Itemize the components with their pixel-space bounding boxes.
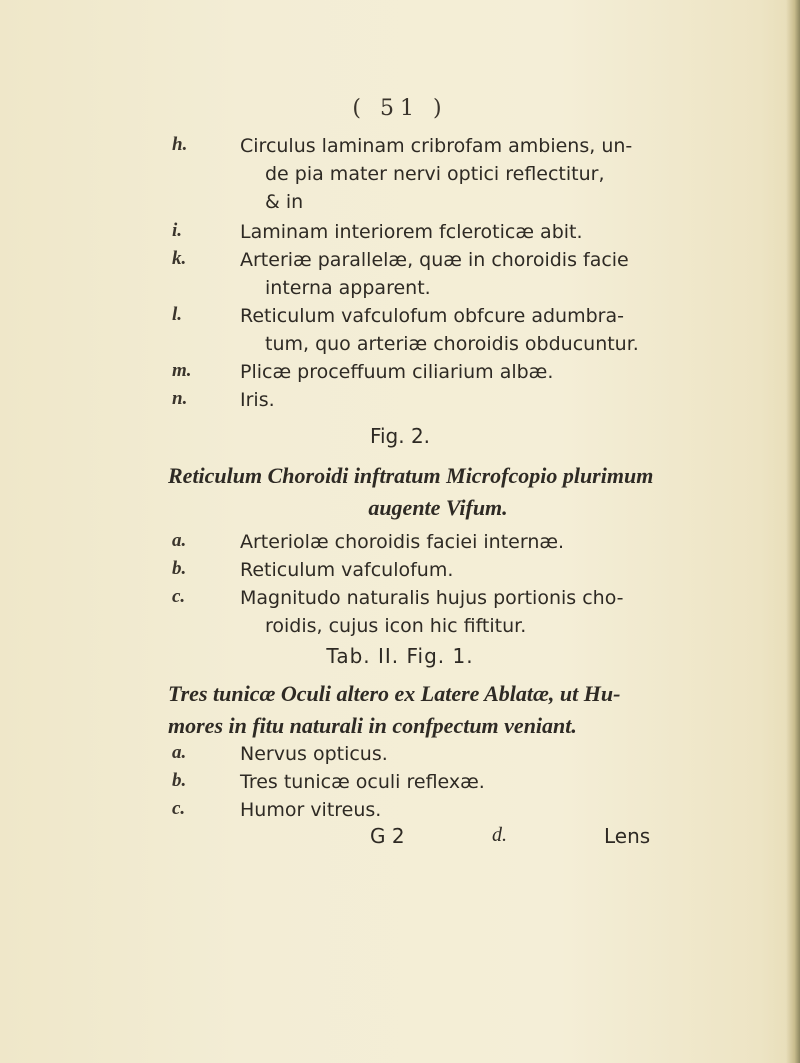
entry-text: Tres tunicæ oculi reflexæ.: [240, 771, 485, 793]
tab2-heading: Tab. II. Fig. 1.: [326, 644, 474, 668]
entry-text: Reticulum vafculofum.: [240, 559, 454, 581]
entry-label: l.: [172, 304, 183, 325]
signature-mark: G 2: [370, 824, 405, 848]
entry-label: a.: [172, 530, 187, 551]
tab2-caption: Tres tunicæ Oculi altero ex Latere Ablatæ, ut Hu- mores in fitu naturali in confpectum veniant.: [168, 681, 621, 738]
entry-text: Circulus laminam cribrofam ambiens, un- de pia mater nervi optici reflectitur, & in: [240, 135, 633, 213]
entry-label: b.: [172, 558, 187, 579]
entry-label: i.: [172, 220, 183, 241]
entry-label: k.: [172, 248, 187, 269]
page-number: ( 51 ): [352, 96, 448, 121]
entry-label: b.: [172, 770, 187, 791]
fig2-caption: Reticulum Choroidi inftratum Microfcopio plurimum augente Vifum.: [168, 463, 654, 520]
fig2-heading: Fig. 2.: [369, 424, 431, 448]
entry-text: Laminam interiorem fcleroticæ abit.: [240, 221, 583, 243]
page-edge-shadow: [786, 0, 800, 1063]
entry-text: Arteriolæ choroidis faciei internæ.: [240, 531, 565, 553]
entry-text: Iris.: [240, 389, 275, 411]
entry-text: Arteriæ parallelæ, quæ in choroidis facie interna apparent.: [240, 249, 629, 299]
entry-text: Plicæ proceffuum ciliarium albæ.: [240, 361, 554, 383]
catchword-label: d.: [492, 824, 507, 846]
entry-label: c.: [172, 798, 186, 819]
entry-label: a.: [172, 742, 187, 763]
entry-label: c.: [172, 586, 186, 607]
entry-text: Humor vitreus.: [240, 799, 382, 821]
entry-label: h.: [172, 134, 188, 155]
entry-text: Nervus opticus.: [240, 743, 388, 765]
catchword: Lens: [604, 824, 651, 848]
entry-text: Magnitudo naturalis hujus portionis cho- roidis, cujus icon hic fiftitur.: [240, 587, 624, 637]
entry-label: n.: [172, 388, 188, 409]
entry-label: m.: [172, 360, 192, 381]
entry-text: Reticulum vafculofum obfcure adumbra- tum, quo arteriæ choroidis obducuntur.: [240, 305, 639, 355]
